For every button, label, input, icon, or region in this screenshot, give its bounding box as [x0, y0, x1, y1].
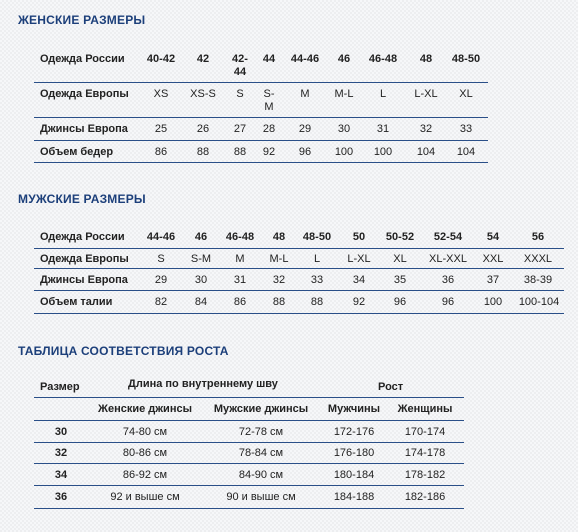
men-cell: L [313, 253, 321, 265]
women-row-label-jeans: Джинсы Европа [40, 123, 128, 135]
men-cell: 35 [393, 274, 407, 286]
men-cell: 50 [352, 231, 366, 243]
inseam-group-header: Длина по внутреннему шву [128, 378, 278, 390]
women-cell: 92 [262, 146, 276, 158]
men-cell: 32 [272, 274, 286, 286]
men-height-cell: 172-176 [333, 426, 375, 438]
men-cell: S-M [190, 253, 212, 265]
women-cell: 88 [233, 146, 247, 158]
size-cell: 36 [54, 491, 68, 503]
women-height-cell: 182-186 [404, 491, 446, 503]
women-cell: 104 [416, 146, 436, 158]
women-cell: 26 [196, 123, 210, 135]
men-cell: XXL [482, 253, 504, 265]
divider [34, 162, 488, 163]
women-cell: 27 [233, 123, 247, 135]
men-cell: M-L [269, 253, 289, 265]
divider [34, 485, 464, 486]
men-cell: 46 [194, 231, 208, 243]
men-cell: 46-48 [225, 231, 255, 243]
women-cell: 86 [154, 146, 168, 158]
men-row-label-jeans: Джинсы Европа [40, 274, 128, 286]
women-cell: XL [459, 88, 473, 100]
women-cell: 100 [334, 146, 354, 158]
women-row-label-russia: Одежда России [40, 53, 125, 65]
women-cell: XS [153, 88, 169, 100]
size-cell: 34 [54, 469, 68, 481]
men-height-cell: 180-184 [333, 469, 375, 481]
men-height-cell: 176-180 [333, 447, 375, 459]
divider [34, 290, 564, 291]
men-cell: 34 [352, 274, 366, 286]
women-jeans-cell: 74-80 см [122, 426, 168, 438]
men-cell: 56 [531, 231, 545, 243]
men-jeans-cell: 84-90 см [238, 469, 284, 481]
men-cell: XL [393, 253, 407, 265]
men-cell: 92 [352, 296, 366, 308]
divider [34, 248, 564, 249]
women-jeans-cell: 92 и выше см [110, 491, 180, 503]
men-cell: 36 [441, 274, 455, 286]
women-cell: 100 [373, 146, 393, 158]
women-cell: 42- 44 [232, 53, 248, 78]
men-sizes-title: МУЖСКИЕ РАЗМЕРЫ [18, 192, 146, 206]
men-cell: 30 [194, 274, 208, 286]
men-cell: 88 [310, 296, 324, 308]
men-cell: L-XL [347, 253, 371, 265]
women-cell: 32 [419, 123, 433, 135]
women-cell: S [236, 88, 244, 100]
women-cell: 44 [262, 53, 276, 65]
divider [34, 420, 464, 421]
men-cell: 84 [194, 296, 208, 308]
men-cell: 54 [486, 231, 500, 243]
women-cell: 25 [154, 123, 168, 135]
women-cell: XS-S [190, 88, 216, 100]
height-group-header: Рост [378, 381, 404, 393]
divider [34, 313, 564, 314]
men-cell: XXXL [523, 253, 553, 265]
men-cell: M [235, 253, 245, 265]
women-cell: 28 [262, 123, 276, 135]
divider [34, 442, 464, 443]
divider [34, 268, 564, 269]
men-cell: 96 [393, 296, 407, 308]
women-jeans-header: Женские джинсы [98, 403, 192, 415]
women-cell: 42 [196, 53, 210, 65]
men-cell: 96 [441, 296, 455, 308]
women-cell: M [300, 88, 310, 100]
women-cell: 29 [298, 123, 312, 135]
women-cell: S- M [263, 88, 275, 113]
women-cell: 31 [376, 123, 390, 135]
women-height-header: Женщины [397, 403, 453, 415]
divider [34, 463, 464, 464]
men-height-cell: 184-188 [333, 491, 375, 503]
men-cell: 33 [310, 274, 324, 286]
men-jeans-cell: 90 и выше см [226, 491, 296, 503]
size-cell: 30 [54, 426, 68, 438]
women-jeans-cell: 86-92 см [122, 469, 168, 481]
men-jeans-cell: 78-84 см [238, 447, 284, 459]
women-cell: L [379, 88, 387, 100]
men-cell: 52-54 [433, 231, 463, 243]
divider [34, 140, 488, 141]
women-cell: 88 [196, 146, 210, 158]
men-cell: 48 [272, 231, 286, 243]
women-cell: 48 [419, 53, 433, 65]
men-cell: 86 [233, 296, 247, 308]
women-sizes-title: ЖЕНСКИЕ РАЗМЕРЫ [18, 13, 146, 27]
men-cell: 31 [233, 274, 247, 286]
size-column-header: Размер [40, 381, 80, 393]
women-cell: 30 [337, 123, 351, 135]
men-row-label-russia: Одежда России [40, 231, 125, 243]
women-row-label-hips: Объем бедер [40, 146, 114, 158]
men-jeans-cell: 72-78 см [238, 426, 284, 438]
divider [34, 117, 488, 118]
men-cell: 100 [483, 296, 503, 308]
men-cell: 88 [272, 296, 286, 308]
height-table-title: ТАБЛИЦА СООТВЕТСТВИЯ РОСТА [18, 344, 229, 358]
men-cell: 44-46 [146, 231, 176, 243]
divider [34, 508, 464, 509]
women-cell: 33 [459, 123, 473, 135]
women-cell: 46 [337, 53, 351, 65]
women-cell: 48-50 [451, 53, 481, 65]
men-cell: 82 [154, 296, 168, 308]
men-row-label-europe: Одежда Европы [40, 253, 129, 265]
men-cell: 37 [486, 274, 500, 286]
men-cell: 29 [154, 274, 168, 286]
men-jeans-header: Мужские джинсы [213, 403, 309, 415]
women-cell: 40-42 [146, 53, 176, 65]
men-cell: S [157, 253, 165, 265]
women-cell: 46-48 [368, 53, 398, 65]
divider [34, 397, 464, 398]
women-jeans-cell: 80-86 см [122, 447, 168, 459]
women-height-cell: 174-178 [404, 447, 446, 459]
women-cell: 44-46 [290, 53, 320, 65]
men-cell: 50-52 [385, 231, 415, 243]
women-cell: 96 [298, 146, 312, 158]
men-cell: 38-39 [523, 274, 553, 286]
women-cell: 104 [456, 146, 476, 158]
men-cell: 100-104 [518, 296, 560, 308]
divider [34, 82, 488, 83]
women-height-cell: 178-182 [404, 469, 446, 481]
women-cell: M-L [334, 88, 354, 100]
women-cell: L-XL [414, 88, 438, 100]
women-height-cell: 170-174 [404, 426, 446, 438]
women-row-label-europe: Одежда Европы [40, 88, 129, 100]
size-cell: 32 [54, 447, 68, 459]
men-height-header: Мужчины [327, 403, 381, 415]
men-row-label-waist: Объем талии [40, 296, 113, 308]
men-cell: 48-50 [302, 231, 332, 243]
men-cell: XL-XXL [429, 253, 467, 265]
